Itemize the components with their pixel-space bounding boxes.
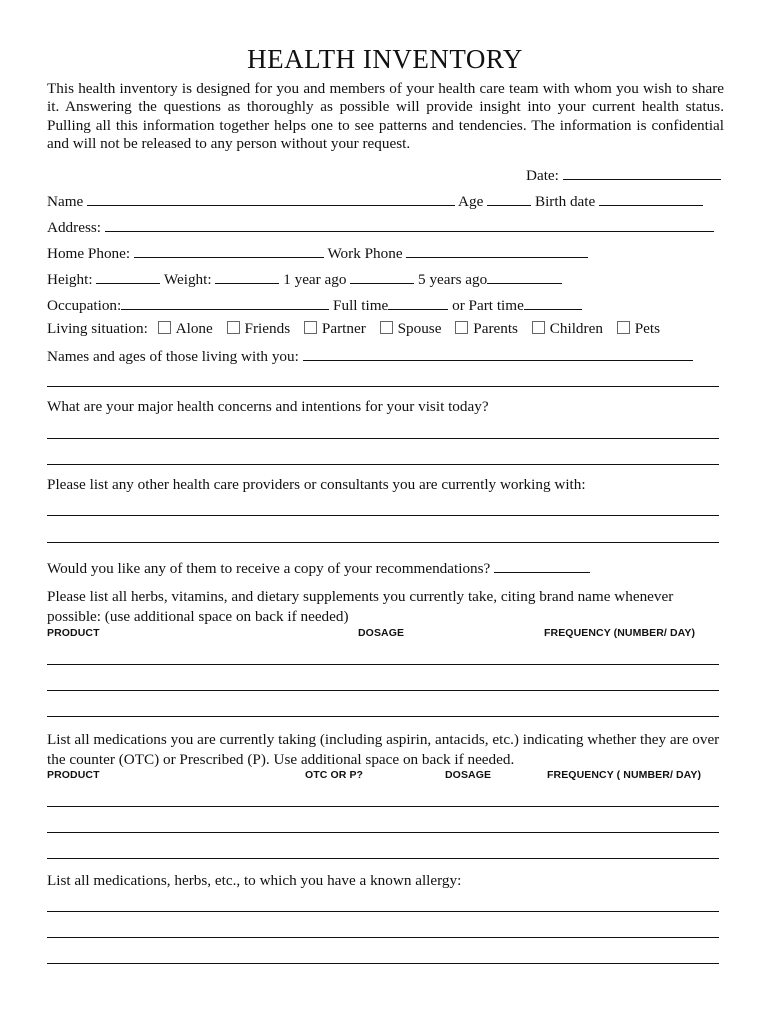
name-label: Name xyxy=(47,193,84,210)
page-title: HEALTH INVENTORY xyxy=(247,44,523,74)
supplements-line-3[interactable] xyxy=(47,716,719,717)
allergies-line-1[interactable] xyxy=(47,911,719,912)
option-children[interactable]: Children xyxy=(532,320,603,337)
supplements-question: Please list all herbs, vitamins, and dietary supplements you currently take, citing brand name whenever possible: (use additional space on back if needed) xyxy=(47,588,674,625)
medications-line-3[interactable] xyxy=(47,858,719,859)
work-phone-field[interactable] xyxy=(406,243,588,258)
copy-recommendations-row xyxy=(47,558,590,578)
option-spouse[interactable]: Spouse xyxy=(380,320,442,337)
health-concerns-line-2[interactable] xyxy=(47,464,719,465)
children-checkbox[interactable] xyxy=(532,321,545,334)
date-row xyxy=(526,165,721,185)
living-situation-row xyxy=(47,320,670,338)
occupation-field[interactable] xyxy=(121,295,329,310)
intro-paragraph: This health inventory is designed for you and members of your health care team with whom you wish to share it. Answering the questions as thoroughly as possible will provide insight into your current health status. Pulling all this information together helps one to see patterns and tendencies. The information is confidential and will not be released to any person without your request. xyxy=(47,80,724,152)
copy-recommendations-field[interactable] xyxy=(494,558,590,573)
date-label: Date: xyxy=(526,167,559,184)
option-pets[interactable]: Pets xyxy=(617,320,660,337)
health-concerns-question: What are your major health concerns and intentions for your visit today? xyxy=(47,398,489,415)
one-year-ago-label: 1 year ago xyxy=(283,271,347,288)
part-time-label: or Part time xyxy=(452,297,524,314)
birth-date-label: Birth date xyxy=(534,193,596,210)
name-field[interactable] xyxy=(87,191,455,206)
names-ages-line[interactable] xyxy=(47,386,719,387)
full-time-label: Full time xyxy=(333,297,389,314)
name-row xyxy=(47,191,703,211)
supplements-frequency-header: FREQUENCY (NUMBER/ DAY) xyxy=(544,627,696,639)
copy-recommendations-question: Would you like any of them to receive a copy of your recommendations? xyxy=(47,560,491,577)
date-field[interactable] xyxy=(563,165,721,180)
occupation-label: Occupation: xyxy=(47,297,122,314)
names-ages-row xyxy=(47,346,693,366)
home-phone-label: Home Phone: xyxy=(47,245,131,262)
occupation-row xyxy=(47,295,582,315)
pets-checkbox[interactable] xyxy=(617,321,630,334)
age-label: Age xyxy=(458,193,484,210)
home-phone-field[interactable] xyxy=(134,243,324,258)
height-weight-row xyxy=(47,269,562,289)
five-years-ago-field[interactable] xyxy=(487,269,562,284)
supplements-line-1[interactable] xyxy=(47,664,719,665)
partner-checkbox[interactable] xyxy=(304,321,317,334)
phone-row xyxy=(47,243,588,263)
weight-label: Weight: xyxy=(163,271,212,288)
friends-checkbox[interactable] xyxy=(227,321,240,334)
other-providers-line-1[interactable] xyxy=(47,515,719,516)
option-partner[interactable]: Partner xyxy=(304,320,366,337)
allergies-question: List all medications, herbs, etc., to which you have a known allergy: xyxy=(47,872,462,889)
address-row xyxy=(47,217,714,237)
medications-otc-header: OTC OR P? xyxy=(305,769,364,781)
alone-checkbox[interactable] xyxy=(158,321,171,334)
weight-field[interactable] xyxy=(215,269,279,284)
option-alone[interactable]: Alone xyxy=(158,320,213,337)
supplements-line-2[interactable] xyxy=(47,690,719,691)
allergies-line-3[interactable] xyxy=(47,963,719,964)
address-field[interactable] xyxy=(105,217,714,232)
other-providers-line-2[interactable] xyxy=(47,542,719,543)
medications-product-header: PRODUCT xyxy=(47,769,100,781)
health-concerns-line-1[interactable] xyxy=(47,438,719,439)
five-years-ago-label: 5 years ago xyxy=(418,271,488,288)
medications-question: List all medications you are currently taking (including aspirin, antacids, etc.) indicating whether they are over the counter (OTC) or Prescribed (P). Use additional space on back if needed. xyxy=(47,731,720,768)
height-label: Height: xyxy=(47,271,93,288)
option-parents[interactable]: Parents xyxy=(455,320,518,337)
names-ages-label: Names and ages of those living with you: xyxy=(47,348,299,365)
option-friends[interactable]: Friends xyxy=(227,320,291,337)
supplements-dosage-header: DOSAGE xyxy=(358,627,405,639)
birth-date-field[interactable] xyxy=(599,191,703,206)
one-year-ago-field[interactable] xyxy=(350,269,414,284)
medications-frequency-header: FREQUENCY ( NUMBER/ DAY) xyxy=(547,769,702,781)
allergies-line-2[interactable] xyxy=(47,937,719,938)
work-phone-label: Work Phone xyxy=(327,245,403,262)
age-field[interactable] xyxy=(487,191,531,206)
height-field[interactable] xyxy=(96,269,160,284)
part-time-field[interactable] xyxy=(524,295,582,310)
names-ages-field[interactable] xyxy=(303,346,693,361)
medications-line-2[interactable] xyxy=(47,832,719,833)
supplements-product-header: PRODUCT xyxy=(47,627,100,639)
living-situation-label: Living situation: xyxy=(47,320,148,337)
medications-dosage-header: DOSAGE xyxy=(445,769,492,781)
address-label: Address: xyxy=(47,219,101,236)
other-providers-question: Please list any other health care providers or consultants you are currently working with: xyxy=(47,476,586,493)
full-time-field[interactable] xyxy=(388,295,448,310)
spouse-checkbox[interactable] xyxy=(380,321,393,334)
medications-line-1[interactable] xyxy=(47,806,719,807)
parents-checkbox[interactable] xyxy=(455,321,468,334)
